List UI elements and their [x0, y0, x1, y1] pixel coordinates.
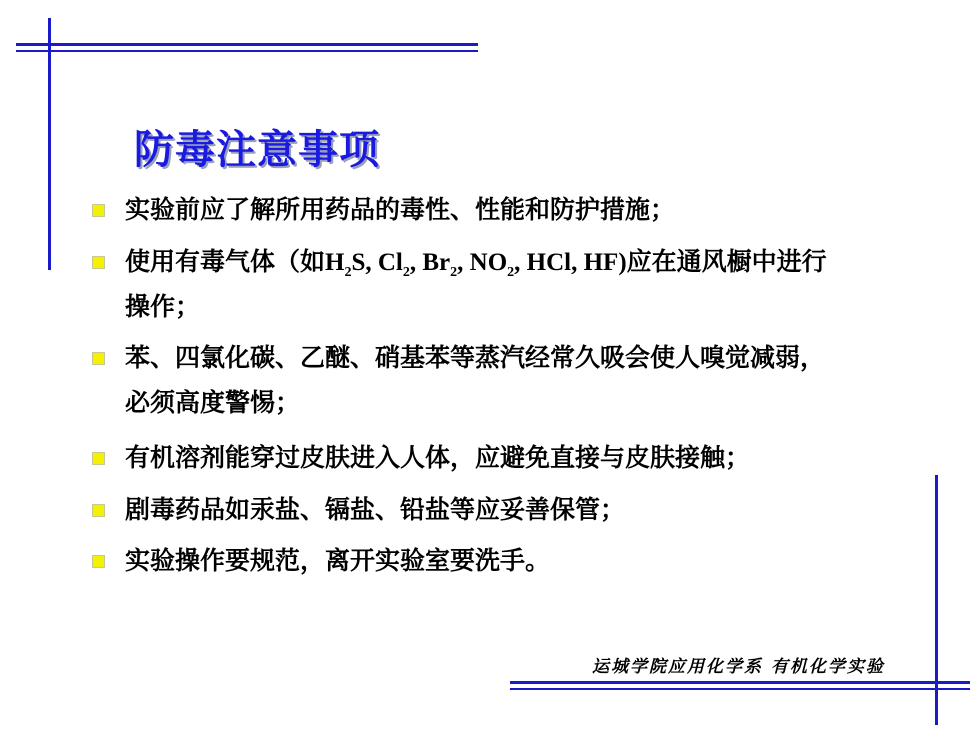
bottom-right-horizontal-rule — [510, 681, 970, 684]
formula-subscript: 2 — [450, 265, 458, 280]
bottom-right-horizontal-rule-thin — [510, 688, 970, 690]
list-item-text: 实验操作要规范，离开实验室要洗手。 — [125, 546, 551, 575]
list-item-text: 苯、四氯化碳、乙醚、硝基苯等蒸汽经常久吸会使人嗅觉减弱， — [125, 343, 826, 372]
bullet-square-icon — [92, 256, 105, 269]
chemical-formula-list — [325, 249, 627, 280]
list-item-text: 实验前应了解所用药品的毒性、性能和防护措施； — [125, 195, 676, 224]
formula-text: , NO — [457, 249, 508, 276]
list-item-text-continued: 操作； — [125, 292, 201, 321]
formula-text: , Br — [409, 249, 451, 276]
formula-text: S, Cl — [351, 249, 403, 276]
formula-subscript: 2 — [344, 265, 352, 280]
slide-title: 防毒注意事项 — [134, 127, 380, 173]
list-item-text-continued: 必须高度警惕； — [125, 388, 301, 417]
bullet-square-icon — [92, 352, 105, 365]
bullet-square-icon — [92, 452, 105, 465]
footer-caption: 运城学院应用化学系 有机化学实验 — [592, 657, 885, 677]
list-item-suffix: 应在通风橱中进行 — [626, 247, 827, 276]
top-left-horizontal-rule-thin — [16, 50, 478, 52]
formula-text: H — [325, 249, 345, 276]
formula-subscript: 2 — [507, 265, 515, 280]
list-item-text — [125, 238, 925, 286]
formula-text: , HCl, HF) — [514, 249, 627, 276]
formula-subscript: 2 — [402, 265, 410, 280]
list-item-text: 剧毒药品如汞盐、镉盐、铅盐等应妥善保管； — [125, 495, 626, 524]
bullet-square-icon — [92, 204, 105, 217]
bullet-square-icon — [92, 555, 105, 568]
top-left-horizontal-rule — [16, 43, 478, 46]
list-item-prefix: 使用有毒气体（如 — [125, 247, 326, 276]
list-item-text: 有机溶剂能穿过皮肤进入人体，应避免直接与皮肤接触； — [125, 443, 751, 472]
bullet-square-icon — [92, 504, 105, 517]
top-left-vertical-rule — [48, 18, 51, 270]
